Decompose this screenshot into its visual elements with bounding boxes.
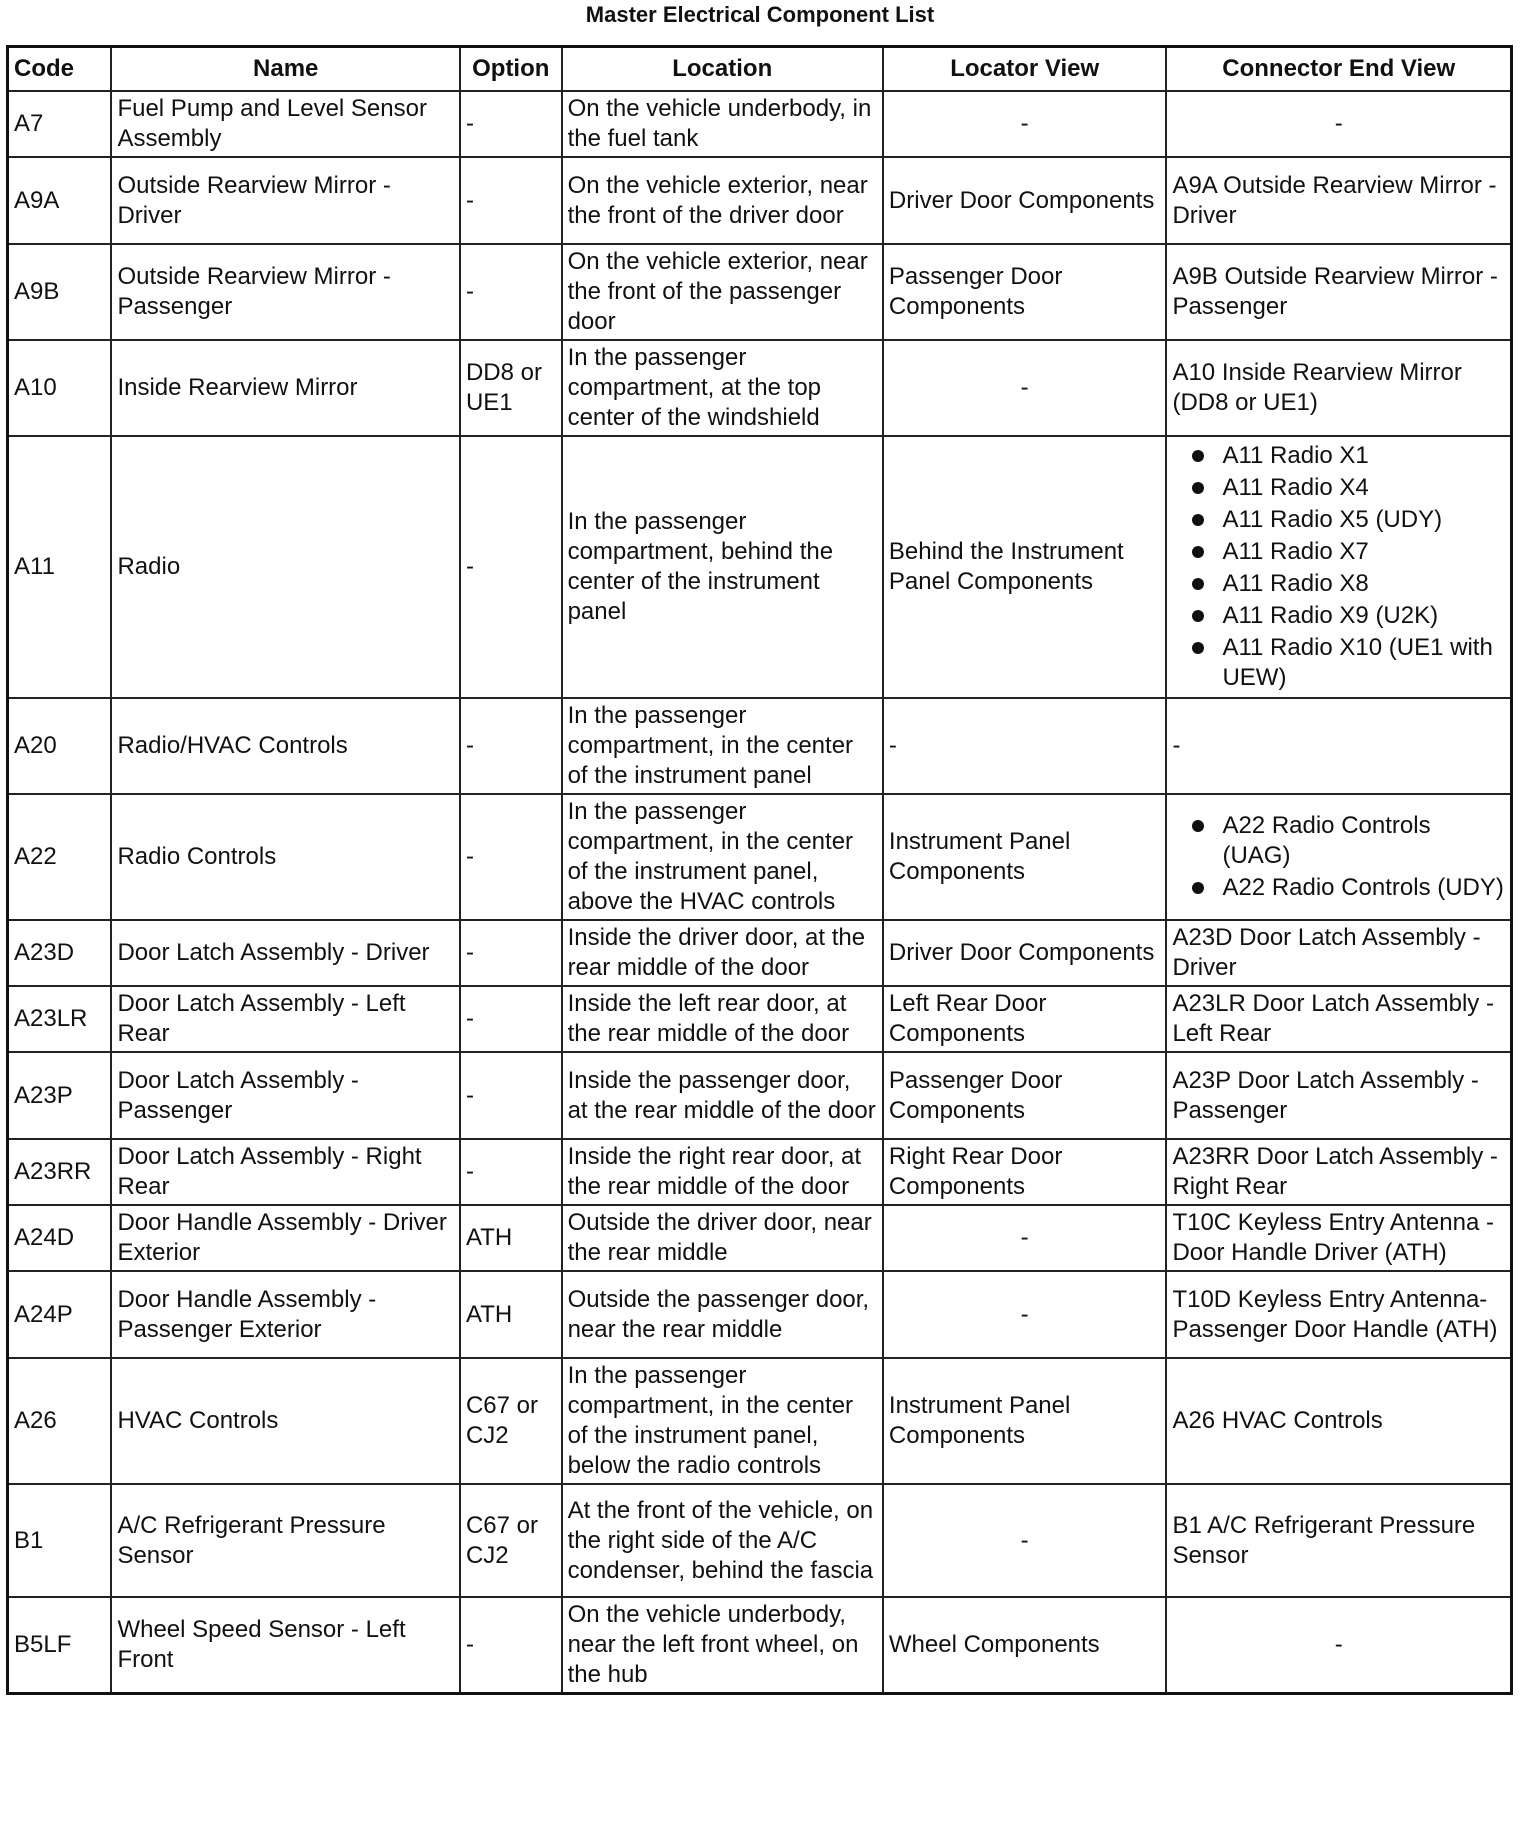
- cell-code: A23P: [8, 1052, 112, 1139]
- table-header-row: [8, 47, 1512, 92]
- connector-list-item-label: A11 Radio X8: [1222, 570, 1369, 597]
- table-row: [8, 91, 1512, 157]
- cell-locator-view: Instrument Panel Components: [883, 794, 1167, 920]
- cell-connector-end-view: A9B Outside Rearview Mirror - Passenger: [1166, 244, 1511, 340]
- table-row: [8, 1139, 1512, 1205]
- table-body: [8, 91, 1512, 1694]
- cell-locator-view: Wheel Components: [883, 1597, 1167, 1694]
- cell-location: Inside the passenger door, at the rear middle of the door: [562, 1052, 883, 1139]
- connector-list-item: [1172, 601, 1505, 631]
- cell-option: -: [460, 1052, 562, 1139]
- column-header-location: Location: [562, 47, 883, 92]
- cell-locator-view: Passenger Door Components: [883, 244, 1167, 340]
- table-row: [8, 157, 1512, 244]
- cell-locator-view: Behind the Instrument Panel Components: [883, 436, 1167, 698]
- table-row: [8, 436, 1512, 698]
- cell-option: -: [460, 91, 562, 157]
- table-row: [8, 986, 1512, 1052]
- bullet-icon: [1192, 450, 1204, 462]
- cell-option: -: [460, 986, 562, 1052]
- column-header-code: Code: [8, 47, 112, 92]
- column-header-name: Name: [111, 47, 460, 92]
- cell-connector-end-view: T10C Keyless Entry Antenna - Door Handle Driver (ATH): [1166, 1205, 1511, 1271]
- cell-connector-end-view: A23LR Door Latch Assembly - Left Rear: [1166, 986, 1511, 1052]
- cell-location: On the vehicle underbody, near the left front wheel, on the hub: [562, 1597, 883, 1694]
- cell-location: Outside the driver door, near the rear middle: [562, 1205, 883, 1271]
- cell-location: Inside the right rear door, at the rear middle of the door: [562, 1139, 883, 1205]
- cell-code: A9B: [8, 244, 112, 340]
- connector-list: [1172, 811, 1505, 903]
- cell-code: A9A: [8, 157, 112, 244]
- cell-location: Inside the left rear door, at the rear middle of the door: [562, 986, 883, 1052]
- cell-connector-end-view: -: [1166, 698, 1511, 794]
- cell-name: Outside Rearview Mirror - Passenger: [111, 244, 460, 340]
- connector-list-item-label: A22 Radio Controls (UAG): [1222, 812, 1431, 869]
- cell-option: -: [460, 157, 562, 244]
- cell-name: Inside Rearview Mirror: [111, 340, 460, 436]
- cell-code: A24D: [8, 1205, 112, 1271]
- table-row: [8, 1205, 1512, 1271]
- cell-code: A26: [8, 1358, 112, 1484]
- cell-locator-view: -: [883, 1205, 1167, 1271]
- connector-list: [1172, 441, 1505, 693]
- table-row: [8, 1597, 1512, 1694]
- cell-connector-end-view: B1 A/C Refrigerant Pressure Sensor: [1166, 1484, 1511, 1597]
- cell-code: A10: [8, 340, 112, 436]
- cell-locator-view: -: [883, 340, 1167, 436]
- cell-option: DD8 or UE1: [460, 340, 562, 436]
- cell-locator-view: -: [883, 1271, 1167, 1358]
- column-header-connector-end-view: Connector End View: [1166, 47, 1511, 92]
- cell-locator-view: -: [883, 1484, 1167, 1597]
- column-header-option: Option: [460, 47, 562, 92]
- cell-connector-end-view: [1166, 794, 1511, 920]
- connector-list-item-label: A11 Radio X10 (UE1 with UEW): [1222, 634, 1493, 691]
- table-row: [8, 340, 1512, 436]
- cell-connector-end-view: A23D Door Latch Assembly - Driver: [1166, 920, 1511, 986]
- table-row: [8, 1358, 1512, 1484]
- cell-location: On the vehicle exterior, near the front of the driver door: [562, 157, 883, 244]
- cell-name: Door Latch Assembly - Passenger: [111, 1052, 460, 1139]
- cell-connector-end-view: A23P Door Latch Assembly - Passenger: [1166, 1052, 1511, 1139]
- cell-location: In the passenger compartment, behind the center of the instrument panel: [562, 436, 883, 698]
- cell-locator-view: Passenger Door Components: [883, 1052, 1167, 1139]
- cell-location: On the vehicle exterior, near the front of the passenger door: [562, 244, 883, 340]
- cell-connector-end-view: A23RR Door Latch Assembly - Right Rear: [1166, 1139, 1511, 1205]
- cell-option: -: [460, 698, 562, 794]
- column-header-locator-view: Locator View: [883, 47, 1167, 92]
- cell-code: B5LF: [8, 1597, 112, 1694]
- table-row: [8, 698, 1512, 794]
- table-row: [8, 1271, 1512, 1358]
- cell-location: At the front of the vehicle, on the right side of the A/C condenser, behind the fascia: [562, 1484, 883, 1597]
- cell-location: In the passenger compartment, in the center of the instrument panel: [562, 698, 883, 794]
- connector-list-item: [1172, 633, 1505, 693]
- cell-connector-end-view: A10 Inside Rearview Mirror (DD8 or UE1): [1166, 340, 1511, 436]
- cell-code: A7: [8, 91, 112, 157]
- cell-name: Door Handle Assembly - Passenger Exterior: [111, 1271, 460, 1358]
- connector-list-item: [1172, 537, 1505, 567]
- cell-option: -: [460, 1139, 562, 1205]
- cell-code: A11: [8, 436, 112, 698]
- cell-name: Wheel Speed Sensor - Left Front: [111, 1597, 460, 1694]
- connector-list-item: [1172, 811, 1505, 871]
- bullet-icon: [1192, 482, 1204, 494]
- cell-location: Outside the passenger door, near the rear middle: [562, 1271, 883, 1358]
- cell-option: -: [460, 244, 562, 340]
- cell-locator-view: -: [883, 91, 1167, 157]
- connector-list-item-label: A22 Radio Controls (UDY): [1222, 874, 1504, 901]
- connector-list-item: [1172, 441, 1505, 471]
- cell-connector-end-view: T10D Keyless Entry Antenna- Passenger Door Handle (ATH): [1166, 1271, 1511, 1358]
- table-row: [8, 1052, 1512, 1139]
- cell-name: Outside Rearview Mirror - Driver: [111, 157, 460, 244]
- table-row: [8, 794, 1512, 920]
- cell-connector-end-view: A26 HVAC Controls: [1166, 1358, 1511, 1484]
- cell-name: HVAC Controls: [111, 1358, 460, 1484]
- cell-code: A23RR: [8, 1139, 112, 1205]
- connector-list-item-label: A11 Radio X5 (UDY): [1222, 506, 1443, 533]
- cell-name: A/C Refrigerant Pressure Sensor: [111, 1484, 460, 1597]
- cell-option: C67 or CJ2: [460, 1358, 562, 1484]
- cell-locator-view: -: [883, 698, 1167, 794]
- cell-name: Radio/HVAC Controls: [111, 698, 460, 794]
- cell-connector-end-view: A9A Outside Rearview Mirror - Driver: [1166, 157, 1511, 244]
- bullet-icon: [1192, 546, 1204, 558]
- connector-list-item-label: A11 Radio X1: [1222, 442, 1369, 469]
- cell-option: -: [460, 794, 562, 920]
- cell-code: A23D: [8, 920, 112, 986]
- table-row: [8, 1484, 1512, 1597]
- cell-name: Door Latch Assembly - Left Rear: [111, 986, 460, 1052]
- cell-location: In the passenger compartment, in the center of the instrument panel, below the radio controls: [562, 1358, 883, 1484]
- connector-list-item: [1172, 569, 1505, 599]
- connector-list-item: [1172, 505, 1505, 535]
- cell-name: Door Latch Assembly - Driver: [111, 920, 460, 986]
- cell-name: Radio: [111, 436, 460, 698]
- bullet-icon: [1192, 610, 1204, 622]
- cell-connector-end-view: [1166, 436, 1511, 698]
- cell-option: ATH: [460, 1205, 562, 1271]
- cell-connector-end-view: -: [1166, 1597, 1511, 1694]
- bullet-icon: [1192, 514, 1204, 526]
- cell-code: A22: [8, 794, 112, 920]
- cell-code: A23LR: [8, 986, 112, 1052]
- cell-code: A20: [8, 698, 112, 794]
- cell-locator-view: Left Rear Door Components: [883, 986, 1167, 1052]
- bullet-icon: [1192, 820, 1204, 832]
- cell-locator-view: Driver Door Components: [883, 920, 1167, 986]
- cell-option: -: [460, 436, 562, 698]
- cell-name: Door Handle Assembly - Driver Exterior: [111, 1205, 460, 1271]
- bullet-icon: [1192, 578, 1204, 590]
- cell-location: In the passenger compartment, at the top center of the windshield: [562, 340, 883, 436]
- cell-location: On the vehicle underbody, in the fuel tank: [562, 91, 883, 157]
- cell-locator-view: Driver Door Components: [883, 157, 1167, 244]
- cell-code: A24P: [8, 1271, 112, 1358]
- cell-option: C67 or CJ2: [460, 1484, 562, 1597]
- cell-option: -: [460, 920, 562, 986]
- cell-option: ATH: [460, 1271, 562, 1358]
- bullet-icon: [1192, 642, 1204, 654]
- cell-name: Fuel Pump and Level Sensor Assembly: [111, 91, 460, 157]
- connector-list-item: [1172, 473, 1505, 503]
- cell-locator-view: Right Rear Door Components: [883, 1139, 1167, 1205]
- cell-location: In the passenger compartment, in the center of the instrument panel, above the HVAC controls: [562, 794, 883, 920]
- connector-list-item-label: A11 Radio X7: [1222, 538, 1369, 565]
- page-title: Master Electrical Component List: [585, 2, 935, 27]
- cell-name: Radio Controls: [111, 794, 460, 920]
- table-row: [8, 244, 1512, 340]
- cell-code: B1: [8, 1484, 112, 1597]
- connector-list-item-label: A11 Radio X9 (U2K): [1222, 602, 1439, 629]
- cell-option: -: [460, 1597, 562, 1694]
- cell-name: Door Latch Assembly - Right Rear: [111, 1139, 460, 1205]
- table-row: [8, 920, 1512, 986]
- cell-location: Inside the driver door, at the rear middle of the door: [562, 920, 883, 986]
- connector-list-item-label: A11 Radio X4: [1222, 474, 1369, 501]
- cell-connector-end-view: -: [1166, 91, 1511, 157]
- bullet-icon: [1192, 882, 1204, 894]
- connector-list-item: [1172, 873, 1505, 903]
- component-table: [6, 45, 1513, 1695]
- cell-locator-view: Instrument Panel Components: [883, 1358, 1167, 1484]
